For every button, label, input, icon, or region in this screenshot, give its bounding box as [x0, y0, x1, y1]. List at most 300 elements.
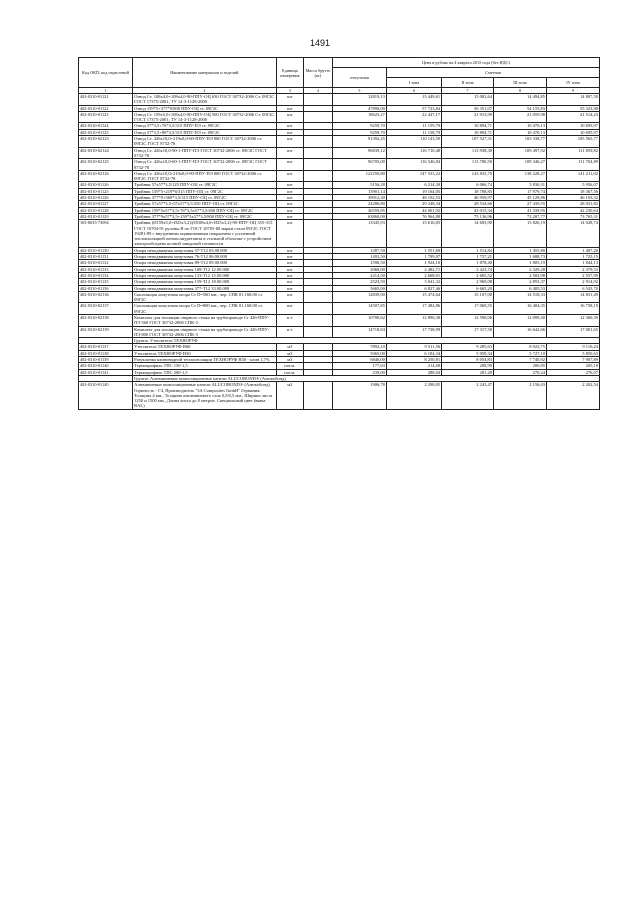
estimate-price-zone-iv: 17 001,65 [546, 326, 599, 338]
item-mass [304, 326, 333, 338]
release-price: 122250,80 [332, 170, 386, 182]
header-estimate: Сметная [386, 68, 599, 78]
column-number: 2 [133, 88, 276, 94]
estimate-price-zone-i: 214,08 [386, 363, 441, 369]
release-price: 2214,50 [332, 272, 386, 278]
estimate-price-zone-ii: 10 894,71 [442, 129, 494, 135]
item-mass [304, 314, 333, 326]
item-code: 402-0310-02123 [79, 136, 133, 148]
item-code: 402-0310-01135 [79, 279, 133, 285]
estimate-price-zone-iii: 72 207,77 [493, 213, 546, 219]
item-code: 402-0310-01137 [79, 344, 133, 350]
estimate-price-zone-iv: 28 031,82 [546, 201, 599, 207]
release-price: 9259,70 [332, 129, 386, 135]
estimate-price-zone-i: 2 298,05 [386, 382, 441, 409]
estimate-price-zone-iv: 14 831,49 [546, 291, 599, 303]
item-code: 402-0310-01126 [79, 182, 133, 188]
estimate-price-zone-ii: 2 605,52 [442, 272, 494, 278]
estimate-price-zone-iv: 141 211,02 [546, 170, 599, 182]
estimate-price-zone-iv: 2 914,92 [546, 279, 599, 285]
item-unit: шт [276, 111, 304, 123]
estimate-price-zone-ii: 113 780,50 [442, 159, 494, 171]
estimate-price-zone-ii: 14 683,90 [442, 220, 494, 247]
item-code: 402-0310-02137 [79, 303, 133, 315]
item-code: 402-0310-02124 [79, 147, 133, 159]
estimate-price-zone-i: 288,04 [386, 369, 441, 375]
item-name: Отвод 57*3,5+76*3,5/315 ППУ-ПЭ ст. 09Г2С [133, 123, 276, 129]
table-row [79, 382, 600, 409]
release-price: 1906,78 [332, 382, 386, 409]
estimate-price-zone-ii: 21 913,99 [442, 111, 494, 123]
item-unit: шт [276, 188, 304, 194]
header-release: отпускная [332, 68, 386, 88]
item-unit: м2 [276, 382, 304, 409]
estimate-price-zone-iv: 73 765,31 [546, 213, 599, 219]
item-name: Опора неподвижная хомутовая 76-Т12 06.00.000 [133, 254, 276, 260]
estimate-price-zone-iii: 109 346,27 [493, 159, 546, 171]
item-code: 402-0310-01140 [79, 363, 133, 369]
column-number: 7 [442, 88, 494, 94]
release-price: 63860,00 [332, 213, 386, 219]
item-name: Отвод Ст. 426х10,0-90-1-ППУ-ПЭ ГОСТ 30732-2006 ст. 09Г2С ГОСТ 8732-78 [133, 147, 276, 159]
estimate-price-zone-i: 2 482,71 [386, 266, 441, 272]
item-unit: шт [276, 285, 304, 291]
estimate-price-zone-i: 57 723,84 [386, 105, 441, 111]
item-unit: шт [276, 147, 304, 159]
estimate-price-zone-iii: 2 503,98 [493, 272, 546, 278]
item-name: Тройник (Ø159х5,0+Ø25х3,2)/(Ø108х4,0+Ø25х3,2)-90-ППУ-ОЦ 355-315 ГОСТ 10704-91 рулоны В по ГОСТ 10705-80 марки стали 09Г2С ГОСТ 19281-89 с внутренним оцинкованным покрытием с усиленной теплоизоляцией пенополиуретаном в стальной оболочке с устройством электрообогрева полной заводской готовности [133, 220, 276, 247]
item-name: Комплект для изоляции сварного стыка на трубопроводе Ст 426-ППУ-ПЭ 560 ГОСТ 30732-2006 СПК-3 [133, 314, 276, 326]
table-body [79, 94, 600, 410]
estimate-price-zone-ii: 113 938,30 [442, 147, 494, 159]
release-price: 2523,50 [332, 279, 386, 285]
item-code: 402-0310-01131 [79, 254, 133, 260]
item-code: 402-0310-02138 [79, 314, 133, 326]
release-price: 12839,90 [332, 291, 386, 303]
table-row [79, 136, 600, 148]
estimate-price-zone-i: 147 333,22 [386, 170, 441, 182]
item-code: 402-0310-01125 [79, 188, 133, 194]
estimate-price-zone-iv: 1 725,15 [546, 254, 599, 260]
item-name: Опора неподвижная хомутовая 133-Т12 15.00.000 [133, 272, 276, 278]
item-unit: шт [276, 220, 304, 247]
item-code: 402-0310-02139 [79, 326, 133, 338]
item-unit: шт [276, 123, 304, 129]
item-name: Тройник 377*9х57*3,5+159*5х57*3,5/800 ППУ-ОЦ ст. 09Г2С [133, 213, 276, 219]
item-code: 402-0310-01132 [79, 260, 133, 266]
estimate-price-zone-ii: 1 514,84 [442, 247, 494, 253]
estimate-price-zone-iii: 41 339,95 [493, 207, 546, 213]
item-unit: шт [276, 303, 304, 315]
estimate-price-zone-ii: 43 015,34 [442, 207, 494, 213]
item-name: Тройник 57х57*3,5/125 ППУ-ОЦ ст. 09Г2С [133, 182, 276, 188]
estimate-price-zone-iii: 16 404,35 [493, 303, 546, 315]
item-mass [304, 136, 333, 148]
item-name: Отвод Ст. 108х4,0+108х4,0-90-ППУ-ОЦ 630 ГОСТ 30732-2006 Ст. 09Г2С ГОСТ 17375-2001; ТУ 14-3-1128-2000 [134, 94, 275, 105]
item-code: 402-0310-01127 [79, 201, 133, 207]
estimate-price-zone-iv: 5 850,63 [546, 350, 599, 356]
item-unit: к-т [276, 314, 304, 326]
column-number: 8 [493, 88, 546, 94]
item-name: Разуклонка клиновидной теплоизоляции ТЕХНОРУФ Н30 - клин 1,7% [133, 357, 276, 363]
estimate-price-zone-ii: 18 708,85 [442, 188, 494, 194]
estimate-price-zone-iv: 5 956,07 [546, 182, 599, 188]
release-price: 2060,00 [332, 266, 386, 272]
item-name: Алюминиевые композиционные панели ALUCOBOND® (Алюкобонд) Горючесть - Г4, Производитель "3A Composites GmbH" Германия. Толщина 4 мм., Толщина алюминиевого слоя 0,5/0,5 мм., Ширина листа 1250 и 1500 мм., Длина листа до 8 метров. Специальный цвет (вязка RAL) [133, 382, 276, 409]
estimate-price-zone-iv: 46 103,32 [546, 195, 599, 201]
item-code: 402-0310-01121 [79, 94, 133, 106]
estimate-price-zone-iii: 2 853,37 [493, 279, 546, 285]
estimate-price-zone-i: 110 143,50 [386, 136, 441, 148]
release-price: 1596,50 [332, 260, 386, 266]
estimate-price-zone-ii: 2 243,47 [442, 382, 494, 409]
column-number: 5 [332, 88, 386, 94]
item-unit: шт [276, 279, 304, 285]
estimate-price-zone-ii: 2 969,08 [442, 279, 494, 285]
item-code: 402-0310-02126 [79, 170, 133, 182]
item-unit: пог.м. [276, 363, 304, 369]
estimate-price-zone-i: 6 104,34 [386, 350, 441, 356]
item-unit: шт [276, 272, 304, 278]
estimate-price-zone-iii: 27 439,55 [493, 201, 546, 207]
page-number: 1491 [309, 38, 331, 48]
item-mass [304, 111, 333, 123]
estimate-price-zone-iv: 6 543,70 [546, 285, 599, 291]
estimate-price-zone-iv: 111 704,89 [546, 159, 599, 171]
estimate-price-zone-iv: 42 230,64 [546, 207, 599, 213]
column-number: 9 [546, 88, 599, 94]
item-mass [304, 159, 333, 171]
item-name: Тройник 377*9+560*3,5/315 ППУ-ОЦ ст. 09Г2С [133, 195, 276, 201]
estimate-price-zone-iv: 14 807,50 [546, 94, 599, 106]
release-price: 12819,13 [332, 94, 386, 106]
estimate-price-zone-ii: 8 054,83 [442, 357, 494, 363]
estimate-price-zone-iv: 1 487,20 [546, 247, 599, 253]
estimate-price-zone-ii: 2 423,74 [442, 266, 494, 272]
estimate-price-zone-iv: 105 565,77 [546, 136, 599, 148]
estimate-price-zone-ii: 15 082,64 [442, 94, 494, 106]
column-number: 4 [304, 88, 333, 94]
estimate-price-zone-ii: 56 351,07 [442, 105, 494, 111]
item-unit: шт [276, 254, 304, 260]
release-price: 36559,85 [332, 207, 386, 213]
estimate-price-zone-ii: 1 757,21 [442, 254, 494, 260]
item-name: Комплект для изоляции сварного стыка на трубопроводе Ст 426-ППУ-ПЭ 800 ГОСТ 30732-2006 СПК-3 [133, 326, 276, 338]
item-name: Отвод 159*5+377*9/800 ППУ-ОЦ ст. 09Г2С [133, 105, 276, 111]
estimate-price-zone-iii: 109 497,92 [493, 147, 546, 159]
release-price: 7892,10 [332, 344, 386, 350]
release-price: 14718,84 [332, 326, 386, 338]
estimate-price-zone-iii: 14 494,85 [493, 94, 546, 106]
estimate-price-zone-i: 9 511,56 [386, 344, 441, 350]
group-title: Группа: Алюминиевые композиционные панели ALUCOBOND® (Алюкобонд) [133, 375, 600, 381]
item-name: Термопрофиль ТПС 200-1,5 [133, 369, 276, 375]
estimate-price-zone-ii: 75 136,96 [442, 213, 494, 219]
estimate-price-zone-ii: 6 665,29 [442, 285, 494, 291]
estimate-price-zone-iv: 1 844,13 [546, 260, 599, 266]
item-unit: шт [276, 136, 304, 148]
table-row [79, 314, 600, 326]
estimate-price-zone-iv: 12 360,39 [546, 314, 599, 326]
estimate-price-zone-iii: 6 405,53 [493, 285, 546, 291]
item-code: 402-0310-02125 [79, 159, 133, 171]
estimate-price-zone-ii: 17 317,58 [442, 326, 494, 338]
item-unit: шт [276, 291, 304, 303]
item-mass [304, 220, 333, 247]
estimate-price-zone-iii: 13 826,19 [493, 220, 546, 247]
item-code: 402-0310-01128 [79, 207, 133, 213]
release-price: 96839,12 [332, 147, 386, 159]
item-code: 402-0310-01140 [79, 382, 133, 409]
table-row [79, 303, 600, 315]
estimate-price-zone-i: 12 896,38 [386, 314, 441, 326]
item-unit: к-т [276, 326, 304, 338]
estimate-price-zone-i: 76 964,88 [386, 213, 441, 219]
estimate-price-zone-iv: 9 116,24 [546, 344, 599, 350]
release-price: 9259,70 [332, 123, 386, 129]
item-name: Утеплитель ТЕХНОРУФ В60 [133, 344, 276, 350]
estimate-price-zone-i: 48 102,53 [386, 195, 441, 201]
estimate-price-zone-ii: 15 107,08 [442, 291, 494, 303]
estimate-price-zone-ii: 9 285,63 [442, 344, 494, 350]
table-row [79, 170, 600, 182]
release-price: 10700,62 [332, 314, 386, 326]
estimate-price-zone-iii: 270,24 [493, 369, 546, 375]
estimate-price-zone-iv: 2 379,53 [546, 266, 599, 272]
header-zone-ii: II зона [442, 78, 494, 88]
estimate-price-zone-iii: 17 979,74 [493, 188, 546, 194]
item-name: Отвод Ст. 426х10,0-60-1-ППУ-ПЭ ГОСТ 30732-2006 ст. 09Г2С ГОСТ 8732-78 [133, 159, 276, 171]
estimate-price-zone-iv: 111 859,82 [546, 147, 599, 159]
item-unit: шт [276, 129, 304, 135]
estimate-price-zone-iv: 10 695,97 [546, 129, 599, 135]
header-code: Код ОКП, код отраслевой [79, 58, 133, 88]
estimate-price-zone-iv: 7 907,89 [546, 357, 599, 363]
estimate-price-zone-i: 15 616,05 [386, 220, 441, 247]
release-price: 47896,00 [332, 105, 386, 111]
estimate-price-zone-ii: 208,99 [442, 363, 494, 369]
item-unit: шт [276, 170, 304, 182]
estimate-price-zone-iii: 7 740,92 [493, 357, 546, 363]
estimate-price-zone-iii: 12 099,40 [493, 314, 546, 326]
table-row [79, 220, 600, 247]
release-price: 1493,50 [332, 254, 386, 260]
estimate-price-zone-iii: 5 830,31 [493, 182, 546, 188]
item-name: Опора неподвижная хомутовая 57-Т12 03.00.000 [133, 247, 276, 253]
item-code: 402-0310-01134 [79, 272, 133, 278]
item-unit: шт [276, 159, 304, 171]
estimate-price-zone-iv: 10 695,97 [546, 123, 599, 129]
estimate-price-zone-iv: 276,07 [546, 369, 599, 375]
item-unit: шт [276, 182, 304, 188]
item-code: 402-0310-01122 [79, 105, 133, 111]
item-name: Тройник 159*5+219*6/315 ППУ-ОЦ ст. 09Г2С [133, 188, 276, 194]
estimate-price-zone-ii: 12 590,06 [442, 314, 494, 326]
release-price: 13345,93 [332, 220, 386, 247]
table-row [79, 111, 600, 123]
item-code: 402-0310-01129 [79, 213, 133, 219]
estimate-price-zone-iii: 5 727,10 [493, 350, 546, 356]
item-unit: шт [276, 201, 304, 207]
estimate-price-zone-i: 116 546,84 [386, 159, 441, 171]
item-code: 402-0310-01125 [79, 129, 133, 135]
item-code: 402-0310-02136 [79, 291, 133, 303]
estimate-price-zone-i: 11 159,79 [386, 123, 441, 129]
estimate-price-zone-i: 8 250,81 [386, 357, 441, 363]
estimate-price-zone-iii: 103 338,77 [493, 136, 546, 148]
table-row [79, 147, 600, 159]
header-zone-iv: IV зона [546, 78, 599, 88]
release-price: 6846,00 [332, 357, 386, 363]
release-price: 39912,30 [332, 195, 386, 201]
estimate-price-zone-iv: 2 202,54 [546, 382, 599, 409]
item-unit: шт [276, 247, 304, 253]
table-row [79, 159, 600, 171]
release-price: 14507,85 [332, 303, 386, 315]
estimate-price-zone-iii: 54 155,83 [493, 105, 546, 111]
column-number: 1 [79, 88, 133, 94]
estimate-price-zone-iii: 16 642,66 [493, 326, 546, 338]
item-name: Термопрофиль ТПС 150-1,5 [133, 363, 276, 369]
release-price: 177,63 [332, 363, 386, 369]
estimate-price-zone-iv: 18 367,56 [546, 188, 599, 194]
estimate-price-zone-iii: 1 688,73 [493, 254, 546, 260]
header-name: Наименование материалов и изделий [133, 58, 276, 88]
item-code: 402-0310-01123 [79, 111, 133, 123]
item-code: 402-0310-01139 [79, 357, 133, 363]
item-name: Опора неподвижная хомутовая 377-Т12 33.00.000 [133, 285, 276, 291]
item-unit: м3 [276, 350, 304, 356]
estimate-price-zone-iii: 14 518,33 [493, 291, 546, 303]
price-table [78, 57, 600, 410]
estimate-price-zone-i: 15 449,61 [386, 94, 441, 106]
header-price-group: Цена в рублях на 4 квартал 2015 года (без НДС) [332, 58, 599, 68]
estimate-price-zone-ii: 5 959,34 [442, 350, 494, 356]
item-name: Скользящая хомутовая опора Ст D=560 мм., чер. СПК 01.168.00 ст. 09Г2С [133, 291, 276, 303]
group-title: Группа: Утеплитель ТЕХНОРУФ [133, 338, 600, 344]
item-code: 402-0310-01136 [79, 285, 133, 291]
estimate-price-zone-iv: 14 028,74 [546, 220, 599, 247]
estimate-price-zone-i: 19 164,05 [386, 188, 441, 194]
estimate-price-zone-iii: 10 470,13 [493, 123, 546, 129]
item-unit: пог.м. [276, 369, 304, 375]
item-unit: м3 [276, 357, 304, 363]
estimate-price-zone-iii: 200,85 [493, 363, 546, 369]
item-name: Утеплитель ТЕХНОРУФ Н30 [133, 350, 276, 356]
estimate-price-zone-ii: 1 878,40 [442, 260, 494, 266]
column-number: 3 [276, 88, 304, 94]
release-price: 239,00 [332, 369, 386, 375]
item-mass [304, 382, 333, 409]
item-name: Отвод 57*3,5+89*3,5/315 ППУ-ПЭ ст. 09Г2С [133, 129, 276, 135]
estimate-price-zone-iii: 8 923,75 [493, 344, 546, 350]
header-zone-i: I зона [386, 78, 441, 88]
estimate-price-zone-ii: 28 534,66 [442, 201, 494, 207]
estimate-price-zone-iii: 138 228,27 [493, 170, 546, 182]
estimate-price-zone-iv: 55 323,98 [546, 105, 599, 111]
estimate-price-zone-i: 15 474,64 [386, 291, 441, 303]
estimate-price-zone-iii: 1 455,80 [493, 247, 546, 253]
estimate-price-zone-i: 44 061,92 [386, 207, 441, 213]
item-mass [304, 291, 333, 303]
release-price: 18625,27 [332, 111, 386, 123]
estimate-price-zone-i: 116 710,48 [386, 147, 441, 159]
release-price: 91392,25 [332, 136, 386, 148]
estimate-price-zone-iv: 2 557,99 [546, 272, 599, 278]
item-name: Скользящая хомутовая опора Ст D=800 мм., чер. СПК 01.168.00 ст. 09Г2С [133, 303, 276, 315]
item-code: 402-0310-01138 [79, 350, 133, 356]
release-price: 5665,00 [332, 285, 386, 291]
item-mass [304, 94, 333, 106]
item-name: Отвод Ст. 426х10,0+219х8,0-60-ППУ-ПЭ 800 ГОСТ 30732-2006 ст. 09Г2С ГОСТ 8732-78 [133, 136, 276, 148]
item-code: 402-0310-01133 [79, 266, 133, 272]
estimate-price-zone-i: 17 484,86 [386, 303, 441, 315]
item-unit: шт [276, 207, 304, 213]
item-name: Отвод Ст. 159х5,0+108х4,0-90-ППУ-ОЦ 500 ГОСТ 30732-2006 Ст. 09Г2С ГОСТ 17375-2001; ТУ 14-3-1128-2000 [134, 111, 275, 123]
release-price: 5156,28 [332, 182, 386, 188]
header-zone-iii: III зона [493, 78, 546, 88]
item-code: 103-8635-73094 [79, 220, 133, 247]
estimate-price-zone-iv: 205,18 [546, 363, 599, 369]
estimate-price-zone-i: 1 799,97 [386, 254, 441, 260]
item-name: Опора неподвижная хомутовая 89-Т12 09.00.000 [133, 260, 276, 266]
estimate-price-zone-ii: 10 894,71 [442, 123, 494, 129]
header-mass: Масса брутто (кг) [304, 58, 333, 88]
table-row [79, 94, 600, 106]
item-unit: шт [276, 260, 304, 266]
estimate-price-zone-i: 1 924,10 [386, 260, 441, 266]
item-unit: шт [276, 105, 304, 111]
estimate-price-zone-i: 17 738,99 [386, 326, 441, 338]
estimate-price-zone-iii: 2 329,28 [493, 266, 546, 272]
estimate-price-zone-i: 11 158,79 [386, 129, 441, 135]
release-price: 15901,14 [332, 188, 386, 194]
header-unit: Единица измерения [276, 58, 304, 88]
item-unit: м3 [276, 344, 304, 350]
estimate-price-zone-iii: 10 470,13 [493, 129, 546, 135]
estimate-price-zone-ii: 143 833,70 [442, 170, 494, 182]
item-name: Тройник 57х57*3,5+57х57*3,5/250 ППУ-ОЦ ст. 09Г2С [133, 201, 276, 207]
table-row [79, 291, 600, 303]
estimate-price-zone-ii: 107 527,31 [442, 136, 494, 148]
item-mass [304, 147, 333, 159]
item-unit: шт [276, 213, 304, 219]
estimate-price-zone-i: 6 827,46 [386, 285, 441, 291]
item-code: 402-0310-01130 [79, 247, 133, 253]
estimate-price-zone-i: 1 551,69 [386, 247, 441, 253]
item-name: Тройник 159*5х57*3,5+76*3,5х57*3,5/400 ППУ-ОЦ ст. 09Г2С [133, 207, 276, 213]
item-code: 402-0310-01141 [79, 369, 133, 375]
column-number: 6 [386, 88, 441, 94]
estimate-price-zone-ii: 46 959,97 [442, 195, 494, 201]
item-name: Опора неподвижная хомутовая 159-Т12 18.00.000 [133, 279, 276, 285]
item-mass [304, 303, 333, 315]
item-unit: шт [276, 94, 304, 106]
release-price: 1287,50 [332, 247, 386, 253]
estimate-price-zone-ii: 17 069,55 [442, 303, 494, 315]
estimate-price-zone-i: 22 447,17 [386, 111, 441, 123]
item-name: Опора неподвижная хомутовая 108-Т12 12.00.000 [133, 266, 276, 272]
estimate-price-zone-ii: 281,20 [442, 369, 494, 375]
estimate-price-zone-iv: 16 758,19 [546, 303, 599, 315]
item-code: 402-0310-01126 [79, 195, 133, 201]
estimate-price-zone-iii: 45 129,86 [493, 195, 546, 201]
estimate-price-zone-i: 6 214,30 [386, 182, 441, 188]
estimate-price-zone-iii: 2 156,03 [493, 382, 546, 409]
release-price: 96705,00 [332, 159, 386, 171]
item-unit: шт [276, 195, 304, 201]
item-code: 402-0310-01124 [79, 123, 133, 129]
